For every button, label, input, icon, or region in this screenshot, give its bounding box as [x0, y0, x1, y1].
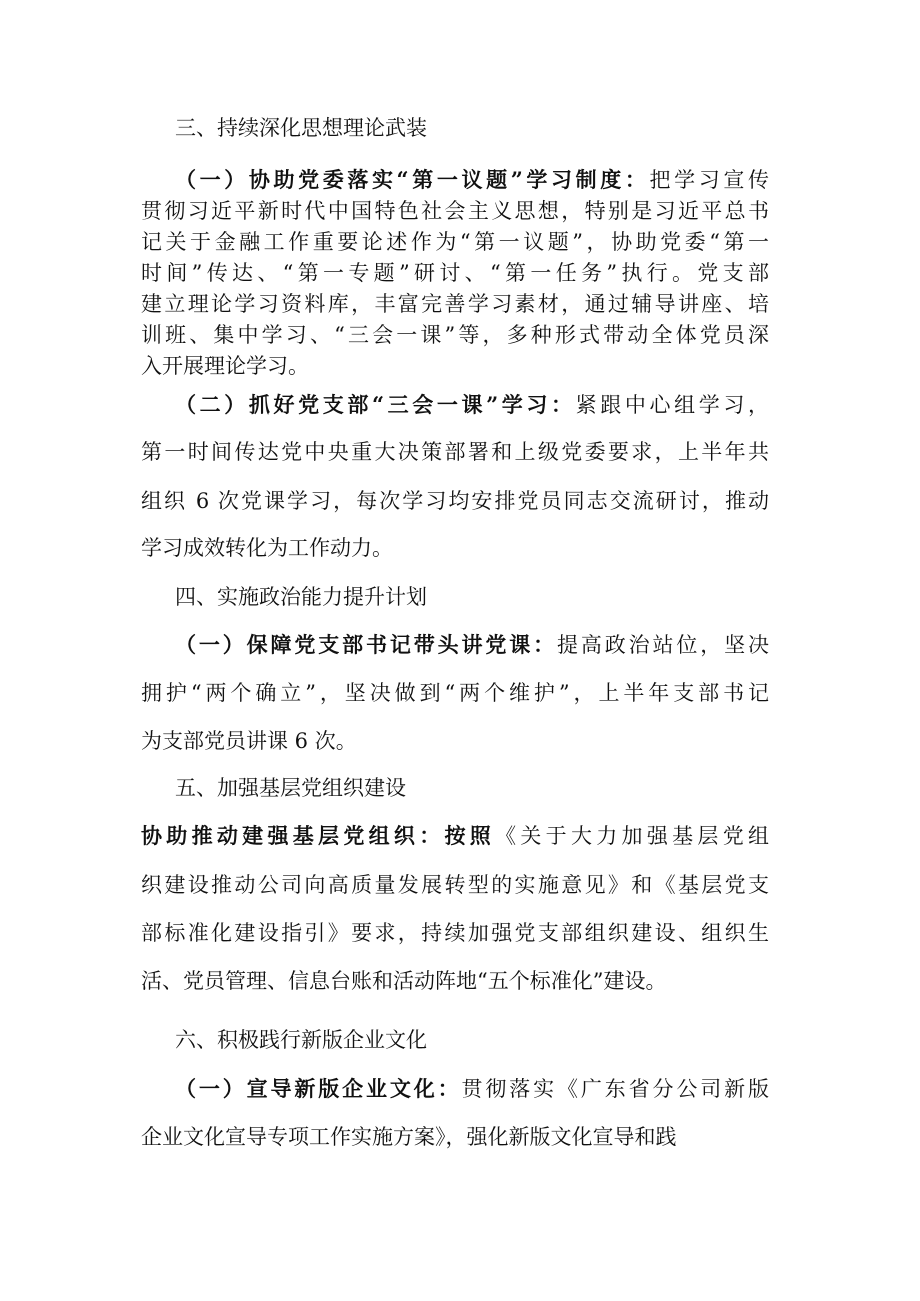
section-5-1-lead: 协助推动建强基层党组织：按照 [141, 823, 496, 848]
section-4-heading: 四、实施政治能力提升计划 [175, 585, 427, 609]
section-3-2-line-1 [141, 390, 769, 420]
section-3-1-line-1 [141, 165, 769, 195]
section-5-heading: 五、加强基层党组织建设 [175, 776, 406, 800]
section-3-2-lead: （二）抓好党支部“三会一课”学习： [175, 392, 576, 417]
section-3-2-line-4: 学习成效转化为工作动力。 [141, 536, 393, 560]
section-6-1-line-2: 企业文化宣导专项工作实施方案》，强化新版文化宣导和践 [141, 1125, 677, 1149]
section-3-1-line-6: 训班、集中学习、“三会一课”等，多种形式带动全体党员深 [141, 323, 769, 347]
section-5-1-text-1: 《关于大力加强基层党组 [495, 824, 770, 848]
section-4-1-line-1 [141, 630, 769, 660]
section-3-1-line-3: 记关于金融工作重要论述作为“第一议题”，协助党委“第一 [141, 230, 769, 254]
section-6-1-text-1: 贯彻落实《广东省分公司新版 [461, 1077, 769, 1101]
section-3-1-line-2: 贯彻习近平新时代中国特色社会主义思想，特别是习近平总书 [141, 199, 769, 223]
section-3-1-line-7: 入开展理论学习。 [141, 354, 309, 378]
section-5-1-line-3: 部标准化建设指引》要求，持续加强党支部组织建设、组织生 [141, 921, 769, 945]
section-6-heading: 六、积极践行新版企业文化 [175, 1028, 427, 1052]
section-5-1-line-1 [141, 821, 769, 851]
section-3-1-line-5: 建立理论学习资料库，丰富完善学习素材，通过辅导讲座、培 [141, 292, 769, 316]
section-6-1-line-1 [141, 1074, 769, 1104]
section-4-1-line-2: 拥护“两个确立”，坚决做到“两个维护”，上半年支部书记 [141, 681, 769, 705]
section-3-1-lead: （一）协助党委落实“第一议题”学习制度： [175, 167, 650, 192]
section-3-2-line-3: 组织 6 次党课学习，每次学习均安排党员同志交流研讨，推动 [141, 489, 769, 513]
section-3-1-line-4: 时间”传达、“第一专题”研讨、“第一任务”执行。党支部 [141, 261, 769, 285]
section-3-heading: 三、持续深化思想理论武装 [175, 116, 427, 140]
section-3-2-line-2: 第一时间传达党中央重大决策部署和上级党委要求，上半年共 [141, 440, 769, 464]
section-4-1-text-1: 提高政治站位，坚决 [557, 633, 769, 657]
section-5-1-line-2: 织建设推动公司向高质量发展转型的实施意见》和《基层党支 [141, 873, 769, 897]
section-4-1-lead: （一）保障党支部书记带头讲党课： [175, 632, 557, 657]
section-6-1-lead: （一）宣导新版企业文化： [175, 1076, 462, 1101]
section-3-2-text-1: 紧跟中心组学习， [575, 393, 769, 417]
section-4-1-line-3: 为支部党员讲课 6 次。 [141, 729, 357, 753]
section-5-1-line-4: 活、党员管理、信息台账和活动阵地“五个标准化”建设。 [141, 969, 667, 993]
section-3-1-text-1: 把学习宣传 [649, 168, 769, 192]
